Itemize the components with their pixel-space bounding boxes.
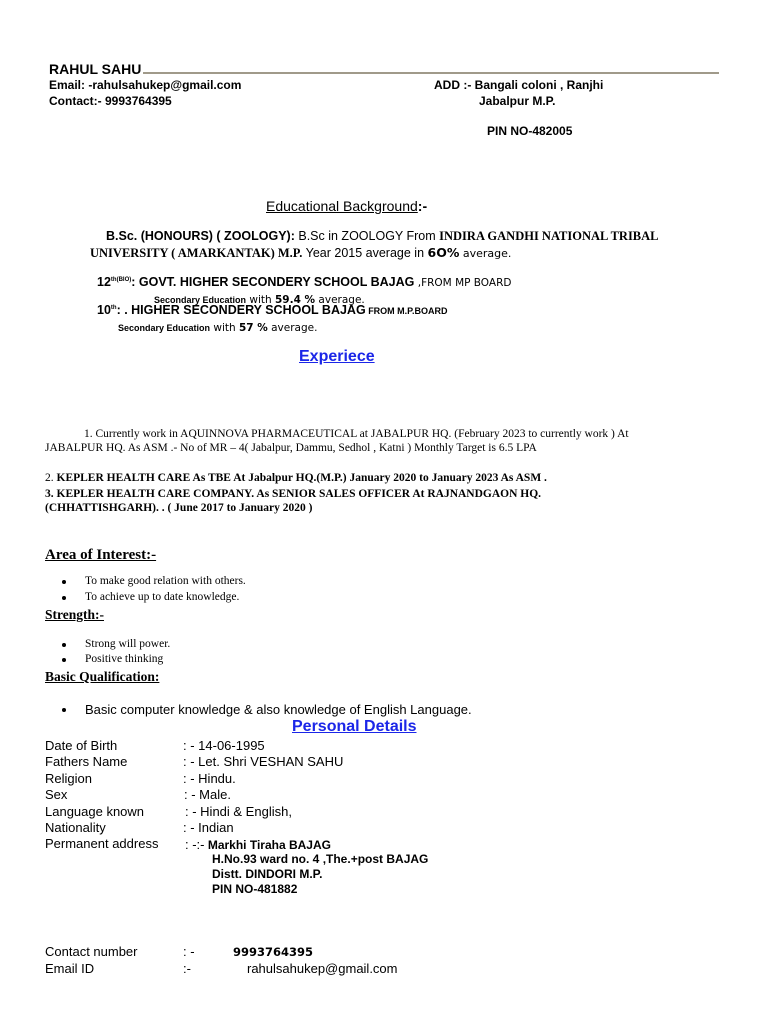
- email-sep: :-: [183, 961, 191, 976]
- language-label: Language known: [45, 804, 145, 819]
- bsc-line2: UNIVERSITY ( AMARKANTAK) M.P. Year 2015 average in 6O% average.: [90, 245, 512, 260]
- father-value: : - Let. Shri VESHAN SAHU: [183, 754, 344, 769]
- experience-heading: Experiece: [299, 348, 375, 365]
- religion-label: Religion: [45, 771, 92, 786]
- email-value: rahulsahukep@gmail.com: [247, 961, 398, 976]
- language-value: : - Hindi & English,: [185, 804, 292, 819]
- experience-item1-line1: 1. Currently work in AQUINNOVA PHARMACEUTICAL at JABALPUR HQ. (February 2023 to currently work ) At: [84, 428, 629, 440]
- personal-heading: Personal Details: [292, 718, 417, 735]
- address-line1: : -:- Markhi Tiraha BAJAG: [185, 837, 331, 852]
- experience-item2: 2. KEPLER HEALTH CARE As TBE At Jabalpur HQ.(M.P.) January 2020 to January 2023 As ASM .: [45, 472, 547, 484]
- religion-value: : - Hindu.: [183, 771, 236, 786]
- email-label: Email ID: [45, 961, 95, 976]
- education-heading: Educational Background:-: [266, 198, 428, 214]
- contact-value: 9993764395: [233, 945, 314, 959]
- qualification-item: Basic computer knowledge & also knowledge of English Language.: [85, 702, 472, 717]
- address-line3: Distt. DINDORI M.P.: [212, 867, 323, 881]
- address-line4: PIN NO-481882: [212, 882, 298, 896]
- bullet-icon: [62, 658, 66, 662]
- father-label: Fathers Name: [45, 754, 128, 769]
- contact-label: Contact number: [45, 944, 138, 959]
- strength-item: Strong will power.: [85, 638, 171, 650]
- contact-sep: : -: [183, 944, 195, 959]
- bullet-icon: [62, 580, 66, 584]
- experience-item1-line2: JABALPUR HQ. As ASM .- No of MR – 4( Jabalpur, Dammu, Sedhol , Katni ) Monthly Target is 6.5 LPA: [45, 442, 537, 454]
- header-email: Email: -rahulsahukep@gmail.com: [49, 78, 242, 92]
- interest-heading: Area of Interest:-: [45, 547, 157, 563]
- header-address-line2: Jabalpur M.P.: [479, 94, 556, 108]
- nationality-label: Nationality: [45, 820, 106, 835]
- sex-label: Sex: [45, 787, 68, 802]
- experience-item3-line2: (CHHATTISHGARH). . ( June 2017 to January 2020 ): [45, 502, 313, 514]
- tenth-line: 10th: . HIGHER SECONDERY SCHOOL BAJAG FROM M.P.BOARD: [97, 303, 448, 317]
- sex-value: : - Male.: [184, 787, 231, 802]
- interest-item: To make good relation with others.: [85, 575, 246, 587]
- nationality-value: : - Indian: [183, 820, 234, 835]
- experience-item3-line1: 3. KEPLER HEALTH CARE COMPANY. As SENIOR SALES OFFICER At RAJNANDGAON HQ.: [45, 488, 542, 500]
- strength-item: Positive thinking: [85, 653, 164, 665]
- bullet-icon: [62, 596, 66, 600]
- dob-label: Date of Birth: [45, 738, 118, 753]
- address-line2: H.No.93 ward no. 4 ,The.+post BAJAG: [212, 852, 429, 866]
- strength-heading: Strength:-: [45, 607, 104, 622]
- qualification-heading: Basic Qualification:: [45, 669, 160, 684]
- twelfth-line: $12^{th(BIO)}$: GOVT. HIGHER SECONDERY SCHOOL BAJAG ,FROM MP BOARD: [97, 275, 512, 289]
- address-label: Permanent address: [45, 836, 159, 851]
- interest-item: To achieve up to date knowledge.: [85, 591, 240, 603]
- bsc-line1: B.Sc. (HONOURS) ( ZOOLOGY): B.Sc in ZOOLOGY From INDIRA GANDHI NATIONAL TRIBAL: [106, 229, 659, 243]
- bullet-icon: [62, 643, 66, 647]
- header-pin: PIN NO-482005: [487, 124, 573, 138]
- tenth-subline: Secondary Education with 57 % average.: [118, 322, 318, 334]
- bullet-icon: [62, 708, 66, 712]
- header-divider: [143, 72, 719, 74]
- candidate-name: RAHUL SAHU: [49, 61, 142, 77]
- header-contact: Contact:- 9993764395: [49, 94, 172, 108]
- dob-value: : - 14-06-1995: [183, 738, 265, 753]
- twelfth-subline: Secondary Education with 59.4 % average.: [154, 294, 365, 306]
- header-address-line1: ADD :- Bangali coloni , Ranjhi: [434, 78, 604, 92]
